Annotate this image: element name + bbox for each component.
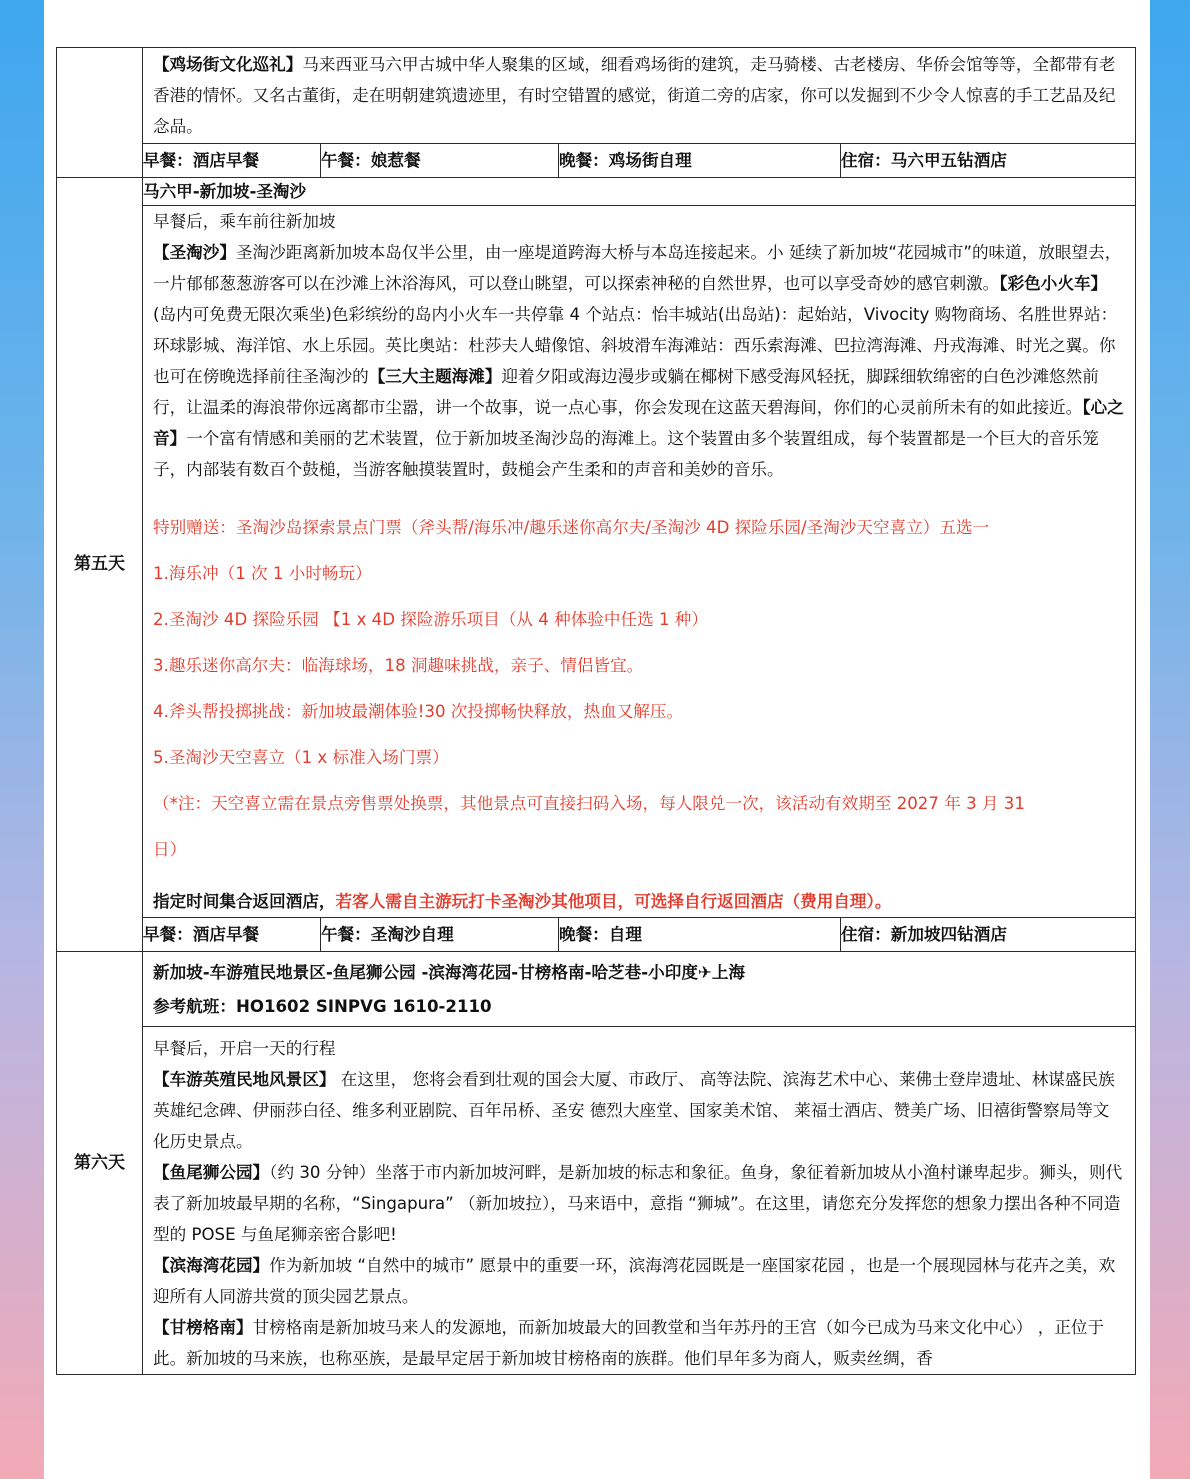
- itinerary-table: [56, 47, 1136, 1375]
- kampong-text: 甘榜格南是新加坡马来人的发源地，而新加坡最大的回教堂和当年苏丹的王宫（如今已成为马来文化中心） ，正位于此。新加坡的马来族，也称巫族，是最早定居于新加坡甘榜格南的族群。他们早年多为商人，贩卖丝绸，香: [153, 1318, 1105, 1368]
- day4-dinner: 晚餐：鸡场街自理: [559, 144, 841, 178]
- merlion-heading: 【鱼尾狮公园】: [153, 1163, 270, 1182]
- gardens-paragraph: [153, 1250, 1125, 1312]
- return-note-black: 指定时间集合返回酒店，: [153, 892, 336, 911]
- colonial-paragraph: [153, 1064, 1125, 1157]
- gift-item: 4.斧头帮投掷挑战：新加坡最潮体验!30 次投掷畅快释放，热血又解压。: [153, 702, 684, 721]
- gardens-heading: 【滨海湾花园】: [153, 1256, 270, 1275]
- chicken-street-heading: 【鸡场街文化巡礼】: [153, 55, 303, 74]
- day4-content-cell: [143, 48, 1136, 144]
- kampong-paragraph: [153, 1312, 1125, 1374]
- colonial-heading: 【车游英殖民地风景区】: [153, 1070, 336, 1089]
- day4-lunch: 午餐：娘惹餐: [321, 144, 559, 178]
- gift-title: 特别赠送：圣淘沙岛探索景点门票（斧头帮/海乐冲/趣乐迷你高尔夫/圣淘沙 4D 探险乐园/圣淘沙天空喜立）五选一: [153, 518, 990, 537]
- return-note-red: 若客人需自主游玩打卡圣淘沙其他项目，可选择自行返回酒店（费用自理）。: [335, 892, 892, 911]
- day6-flight: 参考航班：HO1602 SINPVG 1610-2110: [153, 997, 492, 1016]
- day4-breakfast: 早餐：酒店早餐: [143, 144, 321, 178]
- colonial-text: 在这里， 您将会看到壮观的国会大厦、市政厅、 高等法院、滨海艺术中心、莱佛士登岸遗址、林谋盛民族英雄纪念碑、伊丽莎白径、维多利亚剧院、百年吊桥、圣安 德烈大座堂、国家美术馆、 莱福士酒店、赞美广场、旧禧街警察局等文化历史景点。: [153, 1070, 1115, 1151]
- day5-hotel: 住宿：新加坡四钻酒店: [841, 918, 1136, 952]
- day6-content-cell: [143, 1027, 1136, 1375]
- gift-note-line-2: 日）: [153, 840, 187, 859]
- train-text: (岛内可免费无限次乘坐)色彩缤纷的岛内小火车一共停靠 4 个站点：怡丰城站(出岛站)：起始站，Vivocity 购物商场、名胜世界站：环球影城、海洋馆、水上乐园。英比奥站：杜莎夫人蜡像馆、斜坡滑车海滩站：西乐索海滩、巴拉湾海滩、丹戎海滩、时光之翼。你也可在傍晚选择前往圣淘沙的: [153, 305, 1118, 386]
- gift-note-line-1: （*注：天空喜立需在景点旁售票处换票，其他景点可直接扫码入场，每人限兑一次，该活动有效期至 2027 年 3 月 31: [153, 794, 1025, 813]
- gardens-text: 作为新加坡 “自然中的城市” 愿景中的重要一环，滨海湾花园既是一座国家花园 ，也是一个展现园林与花卉之美，欢迎所有人同游共赏的顶尖园艺景点。: [153, 1256, 1116, 1306]
- day5-meals-row: [57, 918, 1136, 952]
- heart-heading: 【心之音】: [153, 398, 1124, 448]
- beach-heading: 【三大主题海滩】: [368, 367, 502, 386]
- sentosa-heading: 【圣淘沙】: [153, 243, 236, 262]
- day6-intro: 早餐后，开启一天的行程: [153, 1039, 336, 1058]
- day5-sentosa-paragraph: [153, 237, 1125, 485]
- day5-dinner: 晚餐：自理: [559, 918, 841, 952]
- day5-content-cell: [143, 206, 1136, 918]
- kampong-heading: 【甘榜格南】: [153, 1318, 253, 1337]
- day5-lunch: 午餐：圣淘沙自理: [321, 918, 559, 952]
- return-note: [153, 887, 1125, 917]
- itinerary-page: [44, 0, 1150, 1479]
- gift-item: 1.海乐冲（1 次 1 小时畅玩）: [153, 564, 372, 583]
- day5-route-title: 马六甲-新加坡-圣淘沙: [143, 178, 1136, 206]
- day6-header-cell: [143, 952, 1136, 1027]
- gift-block: [153, 505, 1125, 873]
- merlion-text: （约 30 分钟）坐落于市内新加坡河畔，是新加坡的标志和象征。鱼身，象征着新加坡从小渔村谦卑起步。狮头，则代表了新加坡最早期的名称，“Singapura” （新加坡拉），马来语中，意指 “狮城”。在这里，请您充分发挥您的想象力摆出各种不同造型的 POSE 与鱼尾狮亲密合影吧!: [153, 1163, 1123, 1244]
- gift-item: 3.趣乐迷你高尔夫：临海球场，18 洞趣味挑战，亲子、情侣皆宜。: [153, 656, 644, 675]
- train-heading: 【彩色小火车】: [999, 274, 1108, 293]
- gift-item: 2.圣淘沙 4D 探险乐园 【1 x 4D 探险游乐项目（从 4 种体验中任选 1 种）: [153, 610, 708, 629]
- heart-text: 一个富有情感和美丽的艺术装置，位于新加坡圣淘沙岛的海滩上。这个装置由多个装置组成，每个装置都是一个巨大的音乐笼子，内部装有数百个鼓槌，当游客触摸装置时，鼓槌会产生柔和的声音和美妙的音乐。: [153, 429, 1099, 479]
- chicken-street-paragraph: [153, 49, 1125, 142]
- day4-meals-row: [57, 144, 1136, 178]
- day6-label: 第六天: [57, 952, 143, 1375]
- beach-text: 迎着夕阳或海边漫步或躺在椰树下感受海风轻抚，脚踩细软绵密的白色沙滩悠然前行，让温柔的海浪带你远离都市尘嚣，讲一个故事，说一点心事，你会发现在这蓝天碧海间，你们的心灵前所未有的如此接近。: [153, 367, 1099, 417]
- day5-breakfast: 早餐：酒店早餐: [143, 918, 321, 952]
- day4-label-cell: [57, 48, 143, 178]
- day4-hotel: 住宿：马六甲五钻酒店: [841, 144, 1136, 178]
- day5-label: 第五天: [57, 178, 143, 952]
- gift-item: 5.圣淘沙天空喜立（1 x 标准入场门票）: [153, 748, 449, 767]
- chicken-street-text: 马来西亚马六甲古城中华人聚集的区域，细看鸡场街的建筑，走马骑楼、古老楼房、华侨会馆等等，全都带有老香港的情怀。又名古董街，走在明朝建筑遗迹里，有时空错置的感觉，街道二旁的店家，你可以发掘到不少令人惊喜的手工艺品及纪念品。: [153, 55, 1116, 136]
- sentosa-text: 圣淘沙距离新加坡本岛仅半公里，由一座堤道跨海大桥与本岛连接起来。小 延续了新加坡“花园城市”的味道，放眼望去，一片郁郁葱葱游客可以在沙滩上沐浴海风，可以登山眺望，可以探索神秘的自然世界，也可以享受奇妙的感官刺激。: [153, 243, 1122, 293]
- day6-route-title: 新加坡-车游殖民地景区-鱼尾狮公园 -滨海湾花园-甘榜格南-哈芝巷-小印度✈上海: [153, 963, 746, 982]
- merlion-paragraph: [153, 1157, 1125, 1250]
- day5-intro: 早餐后，乘车前往新加坡: [153, 212, 336, 231]
